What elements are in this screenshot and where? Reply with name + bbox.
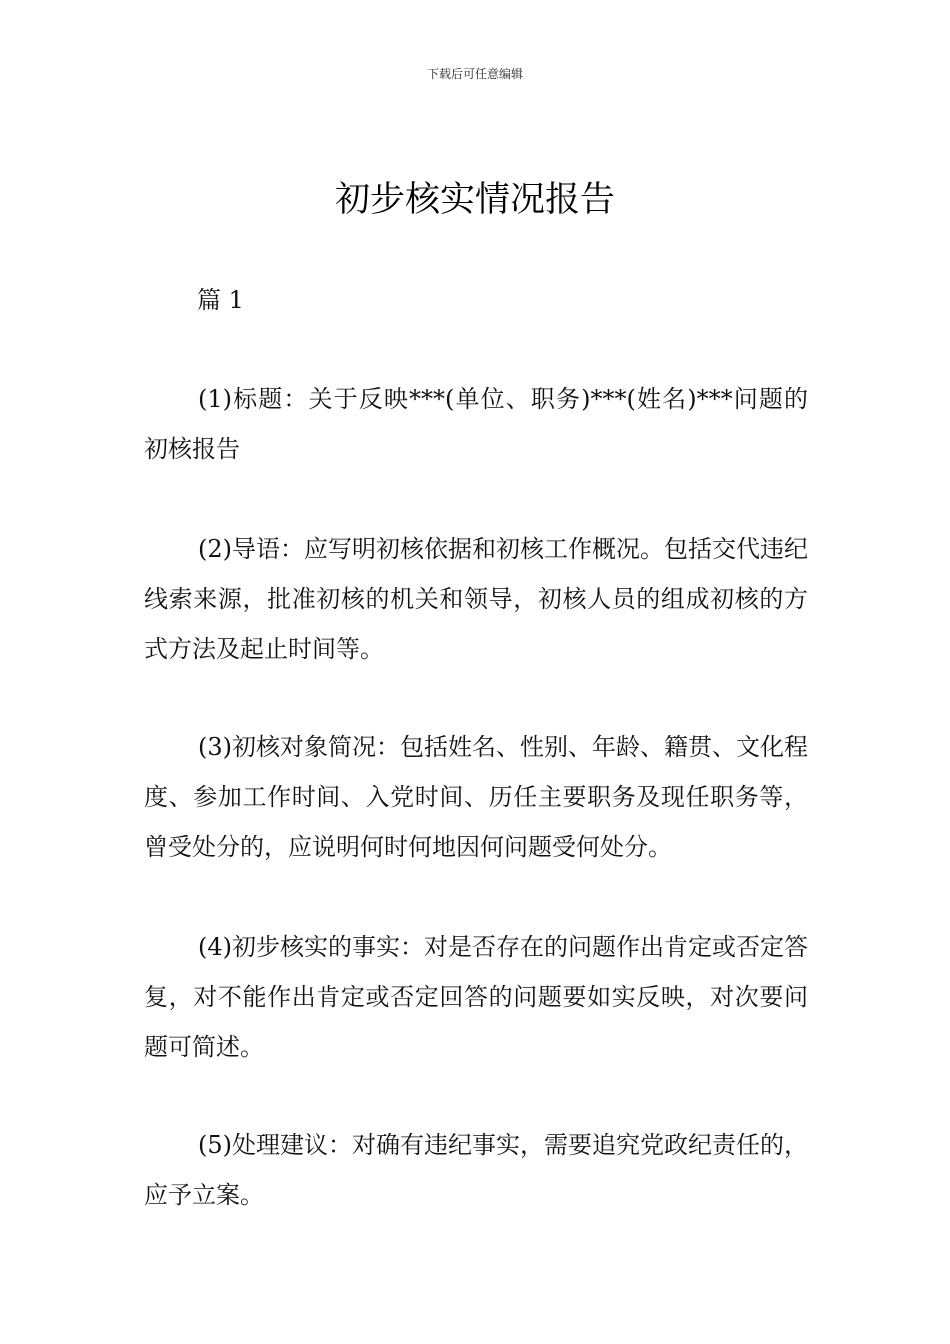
paragraph-suggestion-item: (5)处理建议：对确有违纪事实，需要追究党政纪责任的，应予立案。 bbox=[144, 1131, 808, 1209]
header-note: 下载后可任意编辑 bbox=[426, 67, 523, 81]
paragraph-title-item: (1)标题：关于反映***(单位、职务)***(姓名)***问题的初核报告 bbox=[144, 385, 808, 463]
paragraph-intro-item: (2)导语：应写明初核依据和初核工作概况。包括交代违纪线索来源，批准初核的机关和领导，初核人员的组成初核的方式方法及起止时间等。 bbox=[144, 535, 808, 663]
section-label: 篇 1 bbox=[197, 286, 244, 314]
document-title: 初步核实情况报告 bbox=[334, 180, 615, 220]
paragraph-subject-item: (3)初核对象简况：包括姓名、性别、年龄、籍贯、文化程度、参加工作时间、入党时间、历任主要职务及现任职务等，曾受处分的，应说明何时何地因何问题受何处分。 bbox=[144, 733, 808, 861]
paragraph-facts-item: (4)初步核实的事实：对是否存在的问题作出肯定或否定答复，对不能作出肯定或否定回答的问题要如实反映，对次要问题可简述。 bbox=[144, 933, 808, 1061]
